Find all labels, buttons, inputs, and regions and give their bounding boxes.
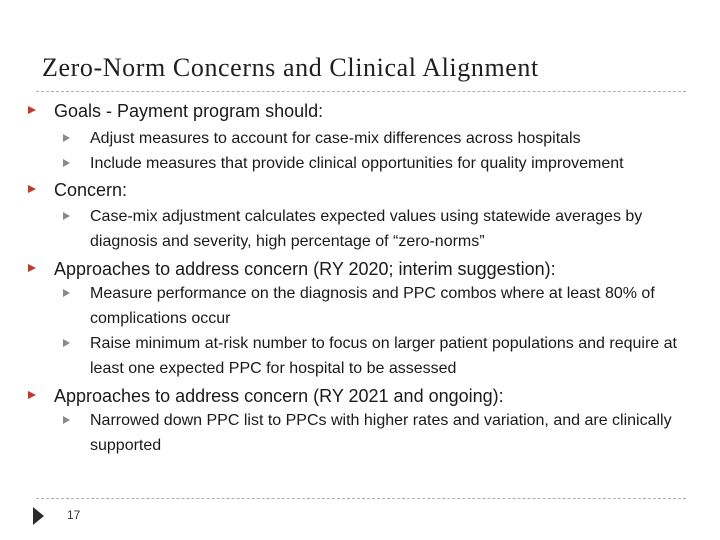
bullet-marker [28, 264, 36, 272]
sub-bullet-marker [63, 212, 70, 220]
sub-bullet-marker [63, 339, 70, 347]
sub-bullet-marker [63, 159, 70, 167]
bullet-concern: Concern: [54, 180, 128, 200]
bullet-marker [28, 106, 36, 114]
sub-bullet-raise-minimum: Raise minimum at-risk number to focus on larger patient populations and require at least one expected PPC for hospital to be assessed [90, 335, 677, 377]
sub-bullet-measure-performance: Measure performance on the diagnosis and PPC combos where at least 80% of complications occur [90, 285, 655, 327]
sub-bullet-marker [63, 289, 70, 297]
slide-arrow-icon [33, 507, 44, 525]
sub-bullet-include-measures: Include measures that provide clinical opportunities for quality improvement [90, 155, 624, 172]
sub-bullet-adjust-measures: Adjust measures to account for case-mix differences across hospitals [90, 130, 581, 147]
footer-divider [36, 498, 686, 499]
bullet-approaches-ry2021: Approaches to address concern (RY 2021 and ongoing): [54, 386, 504, 406]
bullet-marker [28, 391, 36, 399]
sub-bullet-marker [63, 134, 70, 142]
page-number: 17 [67, 508, 81, 522]
sub-bullet-narrowed-down: Narrowed down PPC list to PPCs with higher rates and variation, and are clinically supported [90, 412, 672, 454]
bullet-marker [28, 185, 36, 193]
sub-bullet-marker [63, 416, 70, 424]
sub-bullet-case-mix: Case-mix adjustment calculates expected values using statewide averages by diagnosis and severity, high percentage of “zero-norms” [90, 208, 643, 250]
bullet-approaches-ry2020: Approaches to address concern (RY 2020; interim suggestion): [54, 259, 556, 279]
slide-title: Zero-Norm Concerns and Clinical Alignment [42, 53, 539, 82]
bullet-goals: Goals - Payment program should: [54, 101, 324, 121]
title-divider [36, 91, 686, 92]
